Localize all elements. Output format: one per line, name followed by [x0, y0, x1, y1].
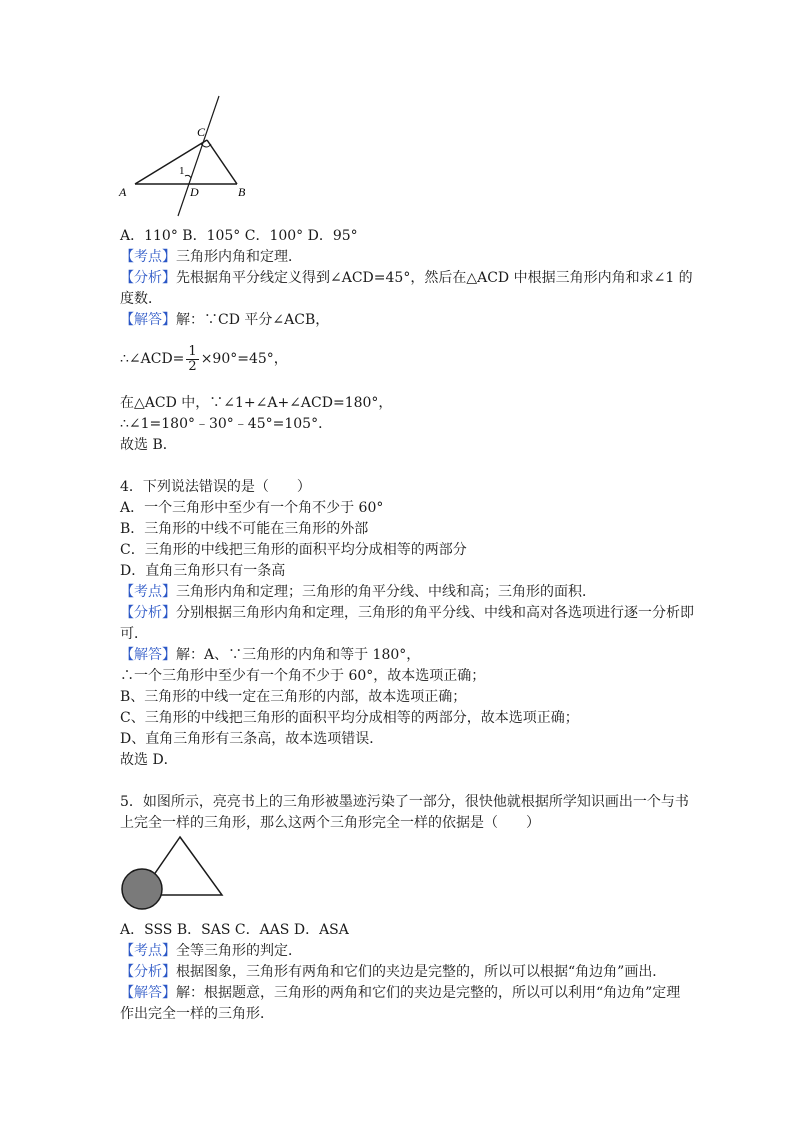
label-B: B	[238, 185, 246, 199]
jieda-text: 解：∵CD 平分∠ACB，	[176, 312, 330, 328]
q4-fenxi-cont: 可．	[120, 626, 148, 642]
step1-pre: ∴∠ACD=	[120, 351, 185, 367]
label-D: D	[190, 185, 199, 199]
q4-optA: A．一个三角形中至少有一个角不少于 60°	[120, 500, 384, 516]
q5-jieda	[120, 983, 680, 1003]
q5-kaodian	[120, 941, 302, 961]
fenxi-text: 先根据角平分线定义得到∠ACD=45°，然后在△ACD 中根据三角形内角和求∠1 的	[176, 270, 693, 286]
q5-stem-2: 上完全一样的三角形，那么这两个三角形完全一样的依据是（ ）	[120, 815, 540, 831]
q5-stem-1: 5．如图所示，亮亮书上的三角形被墨迹污染了一部分，很快他就根据所学知识画出一个与书	[120, 794, 689, 810]
fraction-den: 2	[188, 358, 197, 374]
q3-fenxi	[120, 268, 693, 288]
kaodian-tag: 【考点】	[120, 584, 176, 600]
fenxi-text: 分别根据三角形内角和定理，三角形的角平分线、中线和高对各选项进行逐一分析即	[176, 605, 694, 621]
q4-answer: 故选 D．	[120, 752, 178, 768]
q5-fenxi	[120, 962, 666, 982]
label-C: C	[197, 125, 206, 139]
q4-kaodian	[120, 582, 596, 602]
blotted-triangle-figure-q5	[118, 833, 228, 913]
label-angle-1: 1	[179, 165, 185, 177]
q4-line2: B、三角形的中线一定在三角形的内部，故本选项正确；	[120, 689, 467, 705]
q4-line4: D、直角三角形有三条高，故本选项错误．	[120, 731, 384, 747]
fraction-num: 1	[188, 343, 197, 359]
q4-fenxi	[120, 603, 694, 623]
q3-kaodian	[120, 247, 302, 267]
q4-jieda	[120, 645, 420, 665]
jieda-text: 解：根据题意，三角形的两角和它们的夹边是完整的，所以可以利用“角边角”定理	[176, 985, 681, 1001]
jieda-tag: 【解答】	[120, 312, 176, 328]
fenxi-text: 根据图象，三角形有两角和它们的夹边是完整的，所以可以根据“角边角”画出．	[176, 964, 667, 980]
fenxi-tag: 【分析】	[120, 964, 176, 980]
fenxi-tag: 【分析】	[120, 605, 176, 621]
jieda-tag: 【解答】	[120, 647, 176, 663]
q5-jieda-cont: 作出完全一样的三角形．	[120, 1006, 274, 1022]
kaodian-tag: 【考点】	[120, 943, 176, 959]
q3-jieda	[120, 310, 329, 330]
q4-stem: 4．下列说法错误的是（ ）	[120, 479, 311, 495]
kaodian-tag: 【考点】	[120, 249, 176, 265]
q3-answer: 故选 B．	[120, 437, 177, 453]
q3-fenxi-cont: 度数．	[120, 291, 162, 307]
q5-options: A．SSS B．SAS C．AAS D．ASA	[120, 922, 349, 938]
kaodian-text: 三角形内角和定理；三角形的角平分线、中线和高；三角形的面积．	[176, 584, 596, 600]
kaodian-text: 全等三角形的判定．	[176, 943, 302, 959]
q3-step2: 在△ACD 中，∵∠1+∠A+∠ACD=180°，	[120, 395, 393, 411]
q4-optC: C．三角形的中线把三角形的面积平均分成相等的两部分	[120, 542, 467, 558]
triangle-figure-q3	[115, 92, 255, 220]
q4-line3: C、三角形的中线把三角形的面积平均分成相等的两部分，故本选项正确；	[120, 710, 579, 726]
jieda-text: 解：A、∵三角形的内角和等于 180°，	[176, 647, 421, 663]
fenxi-tag: 【分析】	[120, 270, 176, 286]
label-A: A	[119, 185, 127, 199]
jieda-tag: 【解答】	[120, 985, 176, 1001]
fraction-half	[186, 345, 198, 374]
kaodian-text: 三角形内角和定理．	[176, 249, 302, 265]
q3-step1	[120, 341, 288, 377]
q3-options: A．110° B．105° C．100° D．95°	[120, 228, 358, 244]
step1-post: ×90°=45°，	[200, 351, 288, 367]
q4-optD: D．直角三角形只有一条高	[120, 563, 286, 579]
q3-step3: ∴∠1=180°﹣30°﹣45°=105°．	[120, 416, 333, 432]
q4-optB: B．三角形的中线不可能在三角形的外部	[120, 521, 369, 537]
q4-line1: ∴一个三角形中至少有一个角不少于 60°，故本选项正确；	[120, 668, 486, 684]
